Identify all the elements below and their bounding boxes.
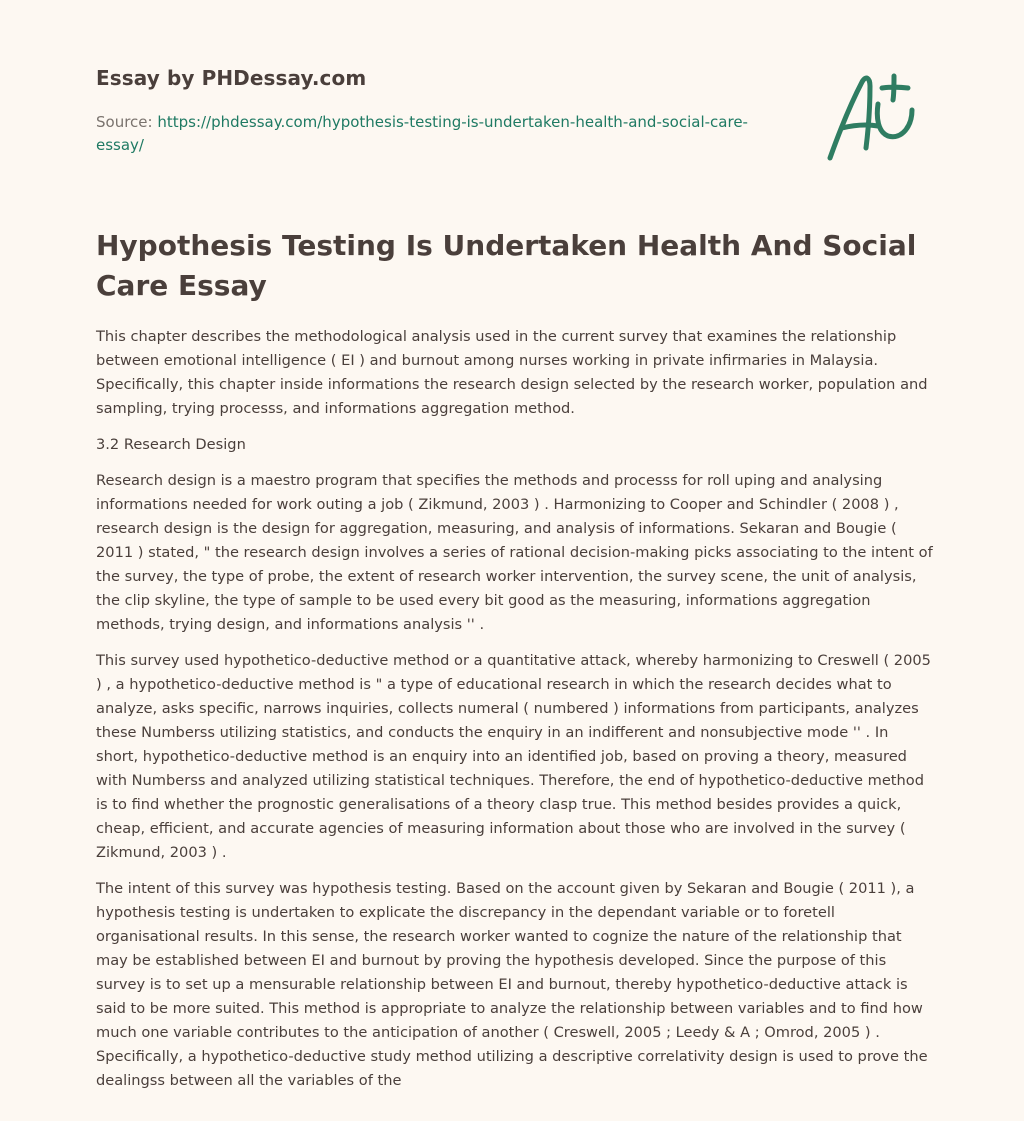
- essay-body: [96, 325, 934, 1105]
- paragraph-research-design: Research design is a maestro program that specifies the methods and processs for roll uping and analysing informations needed for work outing a job ( Zikmund, 2003 ) . Harmonizing to Cooper and Schindler ( 2008 ) , research design is the design for aggregation, measuring, and analysis of informations. Sekaran and Bougie ( 2011 ) stated, " the research design involves a series of rational decision-making picks associating to the intent of the survey, the type of probe, the extent of research worker intervention, the survey scene, the unit of analysis, the clip skyline, the type of sample to be used every bit good as the measuring, informations aggregation methods, trying design, and informations analysis '' .: [96, 472, 933, 633]
- source-link[interactable]: https://phdessay.com/hypothesis-testing-is-undertaken-health-and-social-care-essay/: [96, 113, 748, 154]
- a-plus-logo-icon: [820, 70, 930, 165]
- site-title: Essay by PHDessay.com: [96, 66, 367, 90]
- paragraph-intro: This chapter describes the methodological analysis used in the current survey that examines the relationship between emotional intelligence ( EI ) and burnout among nurses working in private infirmaries in Malaysia. Specifically, this chapter inside informations the research design selected by the research worker, population and sampling, trying processs, and informations aggregation method.: [96, 328, 928, 417]
- paragraph-method: This survey used hypothetico-deductive method or a quantitative attack, whereby harmonizing to Creswell ( 2005 ) , a hypothetico-deductive method is " a type of educational research in which the research decides what to analyze, asks specific, narrows inquiries, collects numeral ( numbered ) informations from participants, analyzes these Numberss utilizing statistics, and conducts the enquiry in an indifferent and nonsubjective mode '' . In short, hypothetico-deductive method is an enquiry into an identified job, based on proving a theory, measured with Numberss and analyzed utilizing statistical techniques. Therefore, the end of hypothetico-deductive method is to find whether the prognostic generalisations of a theory clasp true. This method besides provides a quick, cheap, efficient, and accurate agencies of measuring information about those who are involved in the survey ( Zikmund, 2003 ) .: [96, 652, 931, 861]
- section-heading: 3.2 Research Design: [96, 436, 246, 453]
- source-label: Source:: [96, 113, 158, 131]
- essay-title: Hypothesis Testing Is Undertaken Health And Social Care Essay: [96, 229, 917, 302]
- a-plus-logo: [820, 70, 930, 165]
- paragraph-hypothesis-testing: The intent of this survey was hypothesis testing. Based on the account given by Sekaran and Bougie ( 2011 ), a hypothesis testing is undertaken to explicate the discrepancy in the dependant variable or to foretell organisational results. In this sense, the research worker wanted to cognize the nature of the relationship that may be established between EI and burnout by proving the hypothesis developed. Since the purpose of this survey is to set up a mensurable relationship between EI and burnout, thereby hypothetico-deductive attack is said to be more suited. This method is appropriate to analyze the relationship between variables and to find how much one variable contributes to the anticipation of another ( Creswell, 2005 ; Leedy & A ; Omrod, 2005 ) . Specifically, a hypothetico-deductive study method utilizing a descriptive correlativity design is used to prove the dealingss between all the variables of the: [96, 880, 928, 1089]
- source-line: [96, 111, 776, 157]
